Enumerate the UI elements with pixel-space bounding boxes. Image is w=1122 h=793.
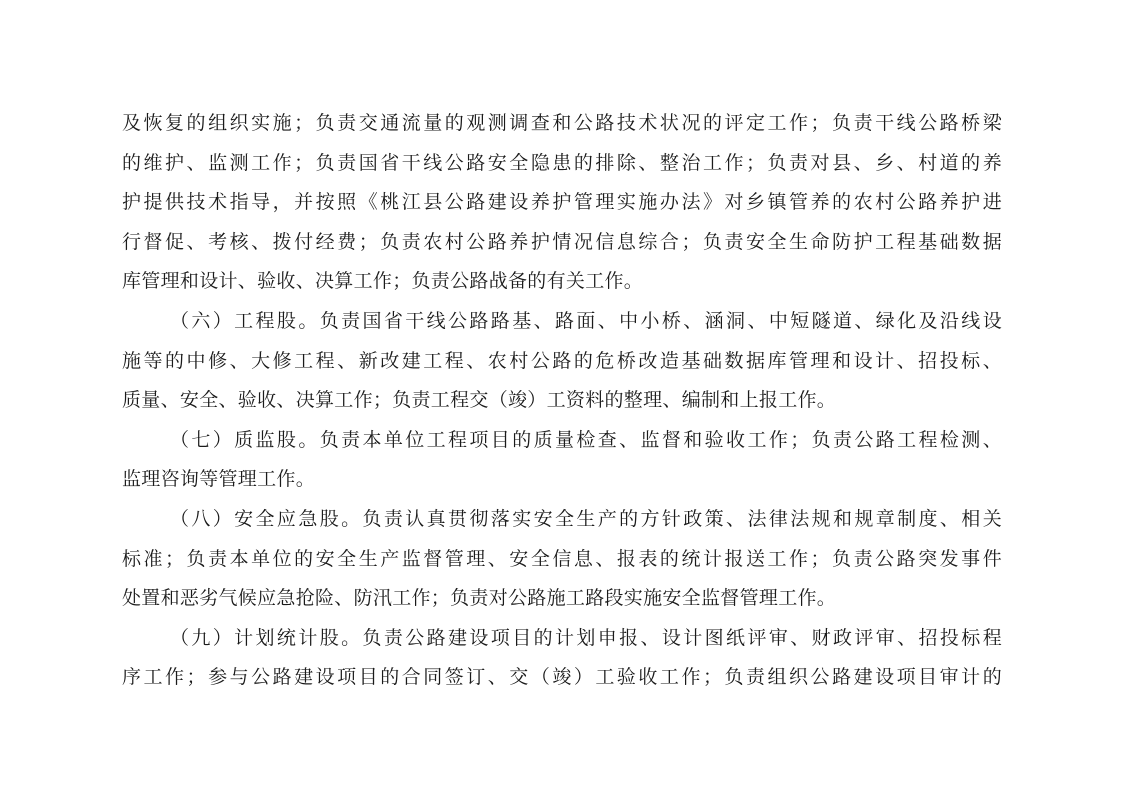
text-line-10: 监理咨询等管理工作。 — [122, 468, 316, 491]
text-line-11: （八）安全应急股。负责认真贯彻落实安全生产的方针政策、法律法规和规章制度、相关 — [170, 507, 1002, 530]
text-line-4: 行督促、考核、拨付经费；负责农村公路养护情况信息综合；负责安全生命防护工程基础数据 — [122, 230, 1002, 253]
text-line-9: （七）质监股。负责本单位工程项目的质量检查、监督和验收工作；负责公路工程检测、 — [170, 428, 1002, 451]
text-line-13: 处置和恶劣气候应急抢险、防汛工作；负责对公路施工路段实施安全监督管理工作。 — [122, 587, 837, 610]
text-line-2: 的维护、监测工作；负责国省干线公路安全隐患的排除、整治工作；负责对县、乡、村道的养 — [122, 151, 1002, 174]
text-line-6: （六）工程股。负责国省干线公路路基、路面、中小桥、涵洞、中短隧道、绿化及沿线设 — [170, 309, 1002, 332]
text-line-14: （九）计划统计股。负责公路建设项目的计划申报、设计图纸评审、财政评审、招投标程 — [170, 626, 1002, 649]
text-line-3: 护提供技术指导，并按照《桃江县公路建设养护管理实施办法》对乡镇管养的农村公路养护进 — [122, 191, 1002, 214]
text-line-5: 库管理和设计、验收、决算工作；负责公路战备的有关工作。 — [122, 270, 644, 293]
text-line-8: 质量、安全、验收、决算工作；负责工程交（竣）工资料的整理、编制和上报工作。 — [122, 389, 837, 412]
text-line-12: 标准；负责本单位的安全生产监督管理、安全信息、报表的统计报送工作；负责公路突发事件 — [122, 547, 1002, 570]
text-line-7: 施等的中修、大修工程、新改建工程、农村公路的危桥改造基础数据库管理和设计、招投标、 — [122, 349, 1002, 372]
document-body — [122, 104, 1002, 698]
text-line-15: 序工作；参与公路建设项目的合同签订、交（竣）工验收工作；负责组织公路建设项目审计的 — [122, 666, 1002, 689]
text-line-1: 及恢复的组织实施；负责交通流量的观测调查和公路技术状况的评定工作；负责干线公路桥梁 — [122, 112, 1002, 134]
